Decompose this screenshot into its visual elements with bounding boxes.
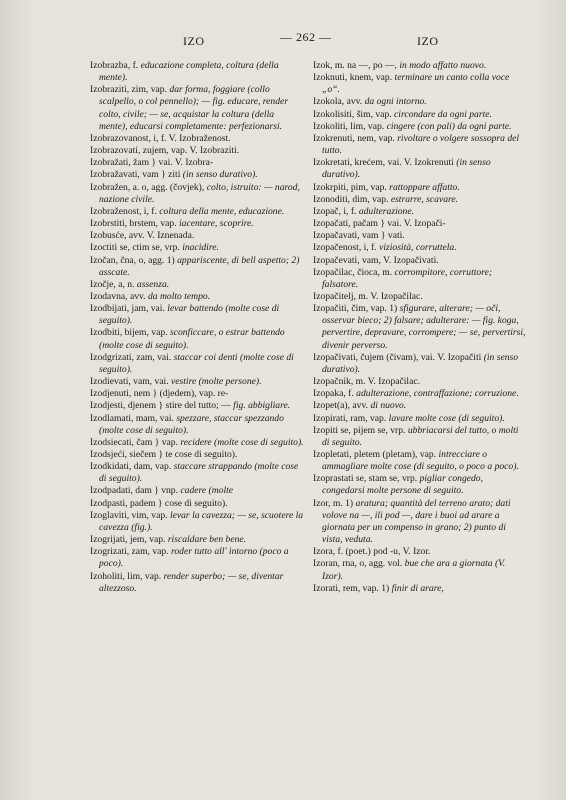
dictionary-entry: [313, 255, 527, 267]
entry-definition: terminare un canto colla voce „o“.: [322, 72, 510, 96]
dictionary-entry: [313, 473, 527, 497]
entry-headword: Izokola, avv.: [313, 96, 363, 108]
entry-definition: (in senso durativo).: [322, 351, 519, 375]
entry-headword: Izopaka, f.: [313, 388, 354, 400]
entry-headword: Izopačevati, vam, V. Izopačivati.: [313, 254, 439, 266]
dictionary-entry: [313, 230, 527, 242]
entry-headword: Izorati, rem, vap. 1): [313, 582, 390, 594]
dictionary-entry: [313, 449, 527, 473]
entry-definition: coltura della mente, educazione.: [159, 205, 285, 217]
dictionary-entry: [90, 84, 304, 133]
entry-definition: (in senso durativo).: [322, 157, 491, 181]
dictionary-entry: [313, 267, 527, 291]
dictionary-entry: [313, 206, 527, 218]
dictionary-entry: [90, 546, 304, 570]
entry-headword: Izoholiti, lim, vap.: [90, 570, 162, 582]
dictionary-entry: [313, 157, 527, 181]
entry-headword: Izobrazovanost, i, f. V. Izobraženost.: [90, 132, 231, 144]
entry-headword: Izoran, rna, o, agg. vol.: [313, 558, 403, 570]
entry-headword: Izodbijati, jam, vai.: [90, 303, 165, 315]
entry-headword: Izoglaviti, vim, vap.: [90, 509, 168, 521]
dictionary-entry: [313, 413, 527, 425]
dictionary-entry: [313, 546, 527, 558]
entry-headword: Izočje, a, n.: [90, 278, 135, 290]
entry-definition: staccar coi denti (molte cose di seguito).: [99, 351, 294, 375]
right-column: [313, 60, 527, 595]
dictionary-entry: [313, 352, 527, 376]
dictionary-entry: [313, 388, 527, 400]
entry-definition: vestire (molte persone).: [171, 376, 262, 388]
entry-headword: Izodgrizati, zam, vai.: [90, 351, 172, 363]
entry-headword: Izodlamati, mam, vai.: [90, 412, 174, 424]
dictionary-entry: [313, 72, 527, 96]
dictionary-entry: [90, 230, 304, 242]
entry-headword: Izopačilac, čioca, m.: [313, 266, 393, 278]
dictionary-entry: [313, 291, 527, 303]
entry-headword: Izor, m. 1): [313, 497, 354, 509]
dictionary-entry: [313, 194, 527, 206]
entry-definition: da molto tempo.: [148, 290, 211, 302]
dictionary-entry: [90, 242, 304, 254]
dictionary-entry: [90, 388, 304, 400]
dictionary-entry: [313, 425, 527, 449]
entry-definition: educazione completa, coltura (della mente).: [99, 60, 279, 84]
entry-headword: Izobražavati, vam } ziti: [90, 169, 181, 181]
entry-definition: bue che ara a giornata (V. Izor).: [322, 558, 506, 582]
dictionary-entry: [90, 437, 304, 449]
dictionary-entry: [313, 96, 527, 108]
dictionary-entry: [90, 498, 304, 510]
entry-definition: assenza.: [136, 278, 170, 290]
entry-headword: Izodievati, vam, vai.: [90, 376, 169, 388]
dictionary-entry: [313, 583, 527, 595]
left-column: [90, 60, 304, 595]
entry-headword: Izobrstiti, brstem, vap.: [90, 218, 177, 230]
entry-definition: inacidire.: [182, 242, 219, 254]
entry-headword: Izopačati, pačam } vai. V. Izopači-: [313, 218, 446, 230]
entry-definition: roder tutto all' intorno (poco a poco).: [99, 546, 289, 570]
entry-headword: Izobražati, žam } vai. V. Izobra-: [90, 157, 214, 169]
dictionary-entry: [90, 279, 304, 291]
entry-definition: staccare strappando (molte cose di seguito).: [99, 461, 299, 485]
entry-headword: Izopačnik, m. V. Izopačilac.: [313, 376, 421, 388]
entry-definition: viziosità, corruttela.: [379, 242, 457, 254]
entry-headword: Izobražen, a. o, agg. (čovjek),: [90, 181, 205, 193]
entry-definition: finir di arare,: [391, 582, 444, 594]
entry-headword: Izopačiti, čim, vap. 1): [313, 303, 398, 315]
entry-definition: levar la cavezza; — se, scuotere la cavezza (fig.).: [99, 509, 304, 533]
entry-definition: adulterazione, contraffazione; corruzione.: [356, 388, 519, 400]
dictionary-entry: [313, 498, 527, 547]
entry-headword: Izopačenost, i, f.: [313, 242, 377, 254]
page-header: [0, 30, 566, 50]
left-running-head: IZO: [183, 34, 205, 48]
dictionary-entry: [90, 327, 304, 351]
dictionary-entry: [313, 109, 527, 121]
entry-definition: circondare da ogni parte.: [394, 108, 492, 120]
entry-headword: Izokretati, krećem, vai. V. Izokrenuti: [313, 157, 454, 169]
dictionary-entry: [90, 376, 304, 388]
entry-definition: cadere (molte: [180, 485, 234, 497]
dictionary-entry: [90, 182, 304, 206]
dictionary-entry: [313, 558, 527, 582]
entry-headword: Izopač, i, f.: [313, 205, 357, 217]
entry-headword: Izoknuti, knem, vap.: [313, 72, 393, 84]
entry-definition: rattoppare affatto.: [389, 181, 460, 193]
dictionary-entry: [90, 449, 304, 461]
entry-definition: lavare molte cose (di seguito).: [388, 412, 505, 424]
entry-headword: Izora, f. (poet.) pod -u, V. Izor.: [313, 546, 431, 558]
entry-headword: Izokrenuti, nem, vap.: [313, 132, 395, 144]
entry-definition: iacentare, scoprire.: [179, 218, 254, 230]
entry-definition: render superbo; — se, diventar altezzoso.: [99, 570, 284, 594]
dictionary-entry: [90, 291, 304, 303]
entry-headword: Izokrpiti, pim, vap.: [313, 181, 387, 193]
dictionary-entry: [90, 534, 304, 546]
right-running-head: IZO: [417, 34, 439, 48]
dictionary-entry: [313, 121, 527, 133]
entry-definition: estrarre, scavare.: [390, 193, 459, 205]
dictionary-entry: [90, 133, 304, 145]
entry-headword: Izogrijati, jem, vap.: [90, 534, 166, 546]
entry-definition: ubbriacarsi del tutto, o molti di seguito.: [322, 424, 519, 448]
entry-headword: Izodkidati, dam, vap.: [90, 461, 172, 473]
entry-headword: Izok, m. na —, po —,: [313, 60, 397, 71]
entry-headword: Izobraženost, i, f.: [90, 205, 157, 217]
entry-definition: in modo affatto nuovo.: [399, 60, 487, 71]
entry-definition: spezzare, staccar spezzando (molte cose di seguito).: [99, 412, 284, 436]
entry-definition: levar battendo (molte cose di seguito).: [99, 303, 280, 327]
entry-definition: riscaldare ben bene.: [167, 534, 247, 546]
dictionary-entry: [90, 157, 304, 169]
dictionary-entry: [90, 60, 304, 84]
entry-headword: Izodpasti, padem } cose di seguito).: [90, 497, 228, 509]
entry-headword: Izobraziti, zim, vap.: [90, 84, 167, 96]
entry-definition: sfigurare, alterare; — oči, osservar bieco; 2) falsare; adulterare: — fig. koga, pervertire, depravare, corrompere; — se, pervertirsi, divenir perverso.: [322, 303, 526, 351]
dictionary-entry: [313, 60, 527, 72]
entry-definition: appariscente, di bell aspetto; 2) asscate.: [99, 254, 300, 278]
dictionary-entry: [313, 376, 527, 388]
entry-headword: Izobrazovati, zujem, vap. V. Izobraziti.: [90, 145, 240, 157]
dictionary-entry: [313, 303, 527, 352]
dictionary-entry: [90, 206, 304, 218]
entry-headword: Izopiti se, pijem se, vrp.: [313, 424, 406, 436]
dictionary-entry: [313, 218, 527, 230]
entry-headword: Izopačitelj, m. V. Izopačilac.: [313, 290, 423, 302]
entry-headword: Izodpadati, dam } vnp.: [90, 485, 178, 497]
dictionary-entry: [90, 571, 304, 595]
entry-definition: colto, istruito: — narod, nazione civile.: [99, 181, 300, 205]
entry-definition: cingere (con pali) da ogni parte.: [386, 120, 512, 132]
dictionary-entry: [313, 400, 527, 412]
dictionary-entry: [90, 352, 304, 376]
entry-headword: Izobusće, avv. V. Iznenada.: [90, 230, 195, 242]
entry-headword: Izokolisiti, šim, vap.: [313, 108, 392, 120]
dictionary-entry: [313, 242, 527, 254]
entry-headword: Izočan, čna, o, agg. 1): [90, 254, 175, 266]
entry-headword: Izogrizati, zam, vap.: [90, 546, 169, 558]
entry-definition: di nuovo.: [370, 400, 407, 412]
dictionary-entry: [90, 461, 304, 485]
entry-definition: intrecciare o ammagliare molte cose (di seguito, o poco a poco).: [322, 449, 519, 473]
entry-definition: aratura; quantità del terreno arato; dati volove na —, ili pod —, dare i buoi ad arare a giornata per un compenso in grano; 2) punto di vista, veduta.: [322, 497, 511, 546]
dictionary-entry: [90, 485, 304, 497]
entry-headword: Izonoditi, dim, vap.: [313, 193, 389, 205]
entry-definition: sconficcare, o estrar battendo (molte cose di seguito).: [99, 327, 285, 351]
entry-headword: Izoctiti se, ctim se, vrp.: [90, 242, 180, 254]
entry-headword: Izodsiecati, čam } vap.: [90, 436, 178, 448]
page-number: — 262 —: [280, 30, 332, 44]
entry-definition: pigliar congedo, congedarsi molte persone di seguito.: [322, 473, 483, 497]
entry-headword: Izokoliti, lim, vap.: [313, 120, 385, 132]
dictionary-entry: [90, 169, 304, 181]
dictionary-entry: [90, 145, 304, 157]
entry-headword: Izodjenuti, nem } (djedem), vap. re-: [90, 388, 229, 400]
entry-definition: rivoltare o volgere sossopra del tutto.: [322, 132, 520, 157]
entry-headword: Izopačivati, čujem (čivam), vai. V. Izopačiti: [313, 351, 482, 363]
dictionary-entry: [90, 413, 304, 437]
entry-definition: recidere (molte cose di seguito).: [180, 436, 304, 448]
entry-headword: Izopet(a), avv.: [313, 400, 369, 412]
entry-headword: Izodavna, avv.: [90, 290, 146, 302]
entry-definition: dar forma, foggiare (collo scalpello, o col pennello); — fig. educare, render colto, civile; — se, acquistar la coltura (della mente), educarsi completamente: perfezionarsi.: [99, 84, 288, 132]
entry-headword: Izobrazba, f.: [90, 60, 139, 71]
entry-definition: fig. abbigliare.: [233, 400, 291, 412]
entry-headword: Izoprastati se, stam se, vrp.: [313, 473, 418, 485]
entry-headword: Izopletati, pletem (pletam), vap.: [313, 449, 437, 460]
dictionary-entry: [90, 218, 304, 230]
dictionary-entry: [313, 133, 527, 157]
entry-headword: Izopirati, ram, vap.: [313, 412, 387, 424]
entry-headword: Izodbiti, bijem, vap.: [90, 327, 168, 339]
dictionary-entry: [90, 400, 304, 412]
entry-headword: Izodjesti, djenem } stire del tutto; —: [90, 400, 231, 412]
entry-headword: Izopačavati, vam } vati.: [313, 230, 405, 242]
entry-definition: adulterazione.: [358, 205, 414, 217]
dictionary-entry: [313, 182, 527, 194]
entry-headword: Izodsjeći, siečem } te cose di seguito).: [90, 449, 238, 460]
dictionary-entry: [90, 303, 304, 327]
entry-definition: da ogni intorno.: [364, 96, 427, 108]
entry-definition: (in senso durativo).: [182, 169, 258, 181]
dictionary-entry: [90, 510, 304, 534]
entry-definition: corrompitore, corruttore; falsatore.: [322, 266, 493, 290]
dictionary-entry: [90, 255, 304, 279]
